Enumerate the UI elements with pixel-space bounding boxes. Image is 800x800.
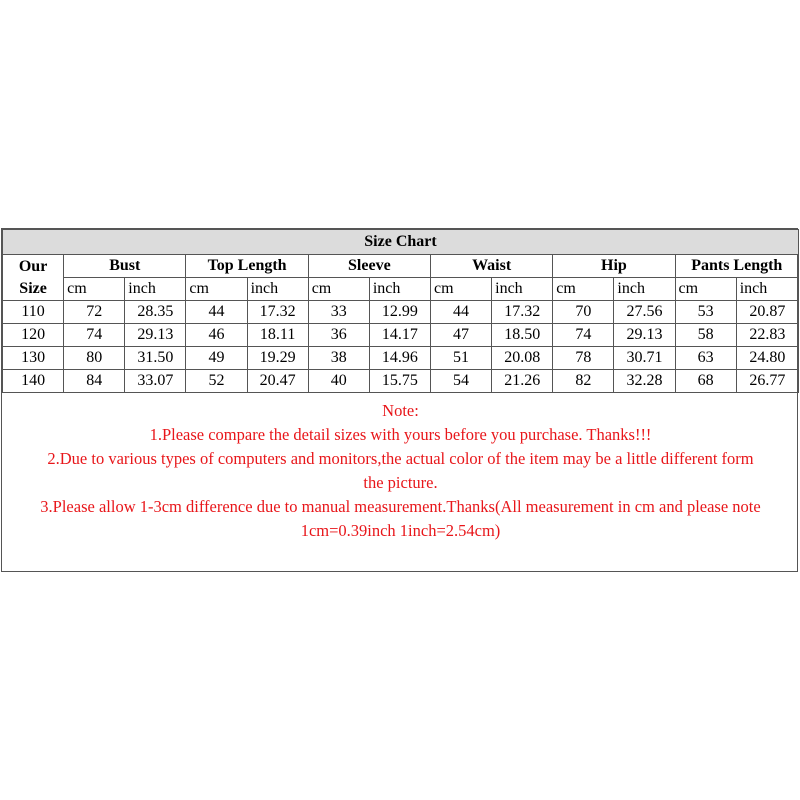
inch-value-cell: 20.47: [247, 370, 308, 393]
title-row: [3, 230, 799, 255]
inch-value-cell: 29.13: [125, 324, 186, 347]
inch-value-cell: 28.35: [125, 301, 186, 324]
inch-value-cell: 29.13: [614, 324, 675, 347]
unit-inch: inch: [125, 278, 186, 301]
cm-value-cell: 70: [553, 301, 614, 324]
inch-value-cell: 15.75: [369, 370, 430, 393]
unit-cm: cm: [64, 278, 125, 301]
header-waist: Waist: [430, 255, 552, 278]
inch-value-cell: 20.87: [736, 301, 798, 324]
inch-value-cell: 14.96: [369, 347, 430, 370]
cm-value-cell: 82: [553, 370, 614, 393]
header-top-length: Top Length: [186, 255, 308, 278]
unit-inch: inch: [736, 278, 798, 301]
inch-value-cell: 17.32: [247, 301, 308, 324]
note-line-2-cont: the picture.: [363, 473, 438, 492]
unit-cm: cm: [430, 278, 491, 301]
cm-value-cell: 68: [675, 370, 736, 393]
size-chart: [1, 228, 798, 572]
cm-value-cell: 74: [64, 324, 125, 347]
inch-value-cell: 27.56: [614, 301, 675, 324]
cm-value-cell: 38: [308, 347, 369, 370]
inch-value-cell: 22.83: [736, 324, 798, 347]
note-line-2: 2.Due to various types of computers and monitors,the actual color of the item may be a little different form: [47, 449, 754, 468]
our-size-label-bottom: Size: [19, 279, 47, 297]
cm-value-cell: 53: [675, 301, 736, 324]
inch-value-cell: 18.11: [247, 324, 308, 347]
cm-value-cell: 54: [430, 370, 491, 393]
inch-value-cell: 14.17: [369, 324, 430, 347]
inch-value-cell: 31.50: [125, 347, 186, 370]
unit-inch: inch: [492, 278, 553, 301]
cm-value-cell: 51: [430, 347, 491, 370]
cm-value-cell: 72: [64, 301, 125, 324]
group-header-row: [3, 255, 799, 278]
inch-value-cell: 24.80: [736, 347, 798, 370]
cm-value-cell: 49: [186, 347, 247, 370]
inch-value-cell: 17.32: [492, 301, 553, 324]
cm-value-cell: 52: [186, 370, 247, 393]
header-hip: Hip: [553, 255, 675, 278]
cm-value-cell: 46: [186, 324, 247, 347]
cm-value-cell: 78: [553, 347, 614, 370]
header-bust: Bust: [64, 255, 186, 278]
unit-cm: cm: [553, 278, 614, 301]
cm-value-cell: 44: [430, 301, 491, 324]
inch-value-cell: 21.26: [492, 370, 553, 393]
size-cell: 110: [3, 301, 64, 324]
unit-inch: inch: [247, 278, 308, 301]
note-line-1: 1.Please compare the detail sizes with yours before you purchase. Thanks!!!: [149, 425, 652, 444]
header-sleeve: Sleeve: [308, 255, 430, 278]
our-size-header: [3, 255, 64, 301]
cm-value-cell: 58: [675, 324, 736, 347]
inch-value-cell: 18.50: [492, 324, 553, 347]
note-line-3-cont: 1cm=0.39inch 1inch=2.54cm): [300, 521, 501, 540]
size-cell: 140: [3, 370, 64, 393]
size-table: [2, 229, 799, 393]
table-row: [3, 301, 799, 324]
inch-value-cell: 30.71: [614, 347, 675, 370]
cm-value-cell: 44: [186, 301, 247, 324]
table-row: [3, 347, 799, 370]
unit-header-row: [3, 278, 799, 301]
table-title: Size Chart: [3, 230, 799, 255]
size-cell: 130: [3, 347, 64, 370]
size-rows: [3, 301, 799, 393]
note-line-3: 3.Please allow 1-3cm difference due to manual measurement.Thanks(All measurement in cm and please note: [40, 497, 761, 516]
note-block: [2, 399, 799, 543]
cm-value-cell: 33: [308, 301, 369, 324]
cm-value-cell: 40: [308, 370, 369, 393]
unit-inch: inch: [369, 278, 430, 301]
inch-value-cell: 20.08: [492, 347, 553, 370]
table-row: [3, 324, 799, 347]
cm-value-cell: 36: [308, 324, 369, 347]
cm-value-cell: 47: [430, 324, 491, 347]
inch-value-cell: 26.77: [736, 370, 798, 393]
note-heading: Note:: [382, 401, 419, 420]
inch-value-cell: 33.07: [125, 370, 186, 393]
cm-value-cell: 74: [553, 324, 614, 347]
size-cell: 120: [3, 324, 64, 347]
inch-value-cell: 19.29: [247, 347, 308, 370]
unit-cm: cm: [186, 278, 247, 301]
unit-cm: cm: [308, 278, 369, 301]
cm-value-cell: 84: [64, 370, 125, 393]
unit-cm: cm: [675, 278, 736, 301]
inch-value-cell: 12.99: [369, 301, 430, 324]
cm-value-cell: 63: [675, 347, 736, 370]
inch-value-cell: 32.28: [614, 370, 675, 393]
table-row: [3, 370, 799, 393]
cm-value-cell: 80: [64, 347, 125, 370]
unit-inch: inch: [614, 278, 675, 301]
our-size-label-top: Our: [18, 257, 48, 275]
header-pants-length: Pants Length: [675, 255, 798, 278]
